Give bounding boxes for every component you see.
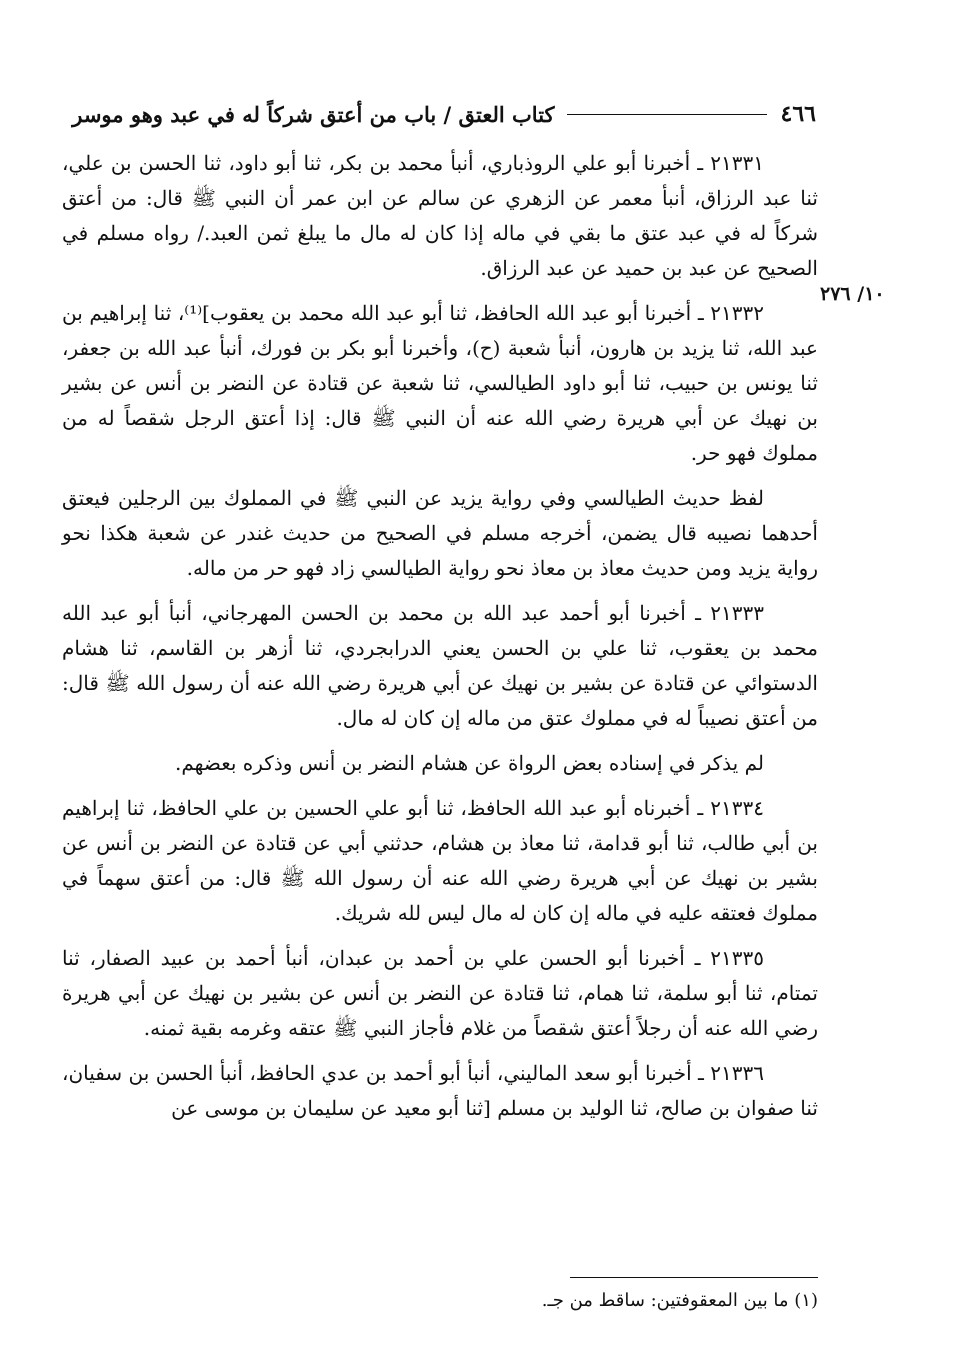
hadith-21335: ٢١٣٣٥ ـ أخبرنا أبو الحسن علي بن أحمد بن عبدان، أنبأ أحمد بن عبيد الصفار، ثنا تمتام، ثنا أبو سلمة، ثنا همام، ثنا قتادة عن النضر بن أنس عن بشير بن نهيك عن أبي هريرة رضي الله عنه أن رجلاً أعتق شقصاً من غلام فأجاز النبي ﷺ عتقه وغرمه بقية ثمنه. xyxy=(62,946,819,1040)
main-text xyxy=(62,146,885,1136)
page-header xyxy=(60,94,816,134)
running-title: كتاب العتق / باب من أعتق شركاً له في عبد وهو موسر xyxy=(72,101,555,127)
commentary-paragraph: لم يذكر في إسناده بعض الرواة عن هشام النضر بن أنس وذكره بعضهم. xyxy=(174,751,764,775)
commentary-paragraph: لفظ حديث الطيالسي وفي رواية يزيد عن النبي ﷺ في المملوك بين الرجلين فيعتق أحدهما نصيبه قال يضمن، أخرجه مسلم في الصحيح من حديث غندر عن شعبة هكذا نحو رواية يزيد ومن حديث معاذ بن معاذ نحو رواية الطيالسي زاد فهو حر من ماله. xyxy=(62,486,818,580)
footnote-rule xyxy=(570,1277,818,1278)
hadith-21332: ٢١٣٣٢ ـ أخبرنا أبو عبد الله الحافظ، ثنا أبو عبد الله محمد بن يعقوب]⁽¹⁾، ثنا إبراهيم بن عبد الله، ثنا يزيد بن هارون، أنبأ شعبة (ح)، وأخبرنا أبو بكر بن فورك، أنبأ عبد الله بن جعفر، ثنا يونس بن حبيب، ثنا أبو داود الطيالسي، ثنا شعبة عن قتادة عن النضر بن أنس عن بشير بن نهيك عن أبي هريرة رضي الله عنه أن النبي ﷺ قال: إذا أعتق الرجل شقصاً له من مملوك فهو حر. xyxy=(62,301,818,465)
hadith-21333: ٢١٣٣٣ ـ أخبرنا أبو أحمد عبد الله بن محمد بن الحسن المهرجاني، أنبأ أبو عبد الله محمد بن يعقوب، ثنا علي بن الحسن يعني الدرابجردي، ثنا أزهر بن القاسم، ثنا هشام الدستوائي عن قتادة عن بشير بن نهيك عن أبي هريرة رضي الله عنه أن رسول الله ﷺ قال: من أعتق نصيباً له في مملوك عتق من ماله إن كان له مال. xyxy=(62,601,818,730)
page-number: ٤٦٦ xyxy=(780,101,816,127)
margin-volume-page-reference: ١٠/ ٢٧٦ xyxy=(820,283,885,305)
hadith-21331: ٢١٣٣١ ـ أخبرنا أبو علي الروذباري، أنبأ محمد بن بكر، ثنا أبو داود، ثنا الحسن بن علي، ثنا عبد الرزاق، أنبأ معمر عن الزهري عن سالم عن ابن عمر أن النبي ﷺ قال: من أعتق شركاً له في عبد عتق ما بقي في ماله إذا كان له مال ما يبلغ ثمن العبد./ رواه مسلم في الصحيح عن عبد بن حميد عن عبد الرزاق. xyxy=(62,151,818,280)
footnote: (١) ما بين المعقوفتين: ساقط من جـ. xyxy=(541,1290,818,1311)
hadith-21334: ٢١٣٣٤ ـ أخبرناه أبو عبد الله الحافظ، ثنا أبو علي الحسين بن علي الحافظ، ثنا إبراهيم بن أبي طالب، ثنا أبو قدامة، ثنا معاذ بن هشام، حدثني أبي عن قتادة عن النضر بن أنس عن بشير بن نهيك عن أبي هريرة رضي الله عنه أن رسول الله ﷺ قال: من أعتق سهماً في مملوك فعتقه عليه في ماله إن كان له مال ليس لله شريك. xyxy=(62,796,818,925)
header-rule xyxy=(567,114,767,115)
hadith-21336: ٢١٣٣٦ ـ أخبرنا أبو سعد الماليني، أنبأ أبو أحمد بن عدي الحافظ، أنبأ الحسن بن سفيان، ثنا صفوان بن صالح، ثنا الوليد بن مسلم [ثنا أبو معيد عن سليمان بن موسى عن xyxy=(62,1061,818,1120)
